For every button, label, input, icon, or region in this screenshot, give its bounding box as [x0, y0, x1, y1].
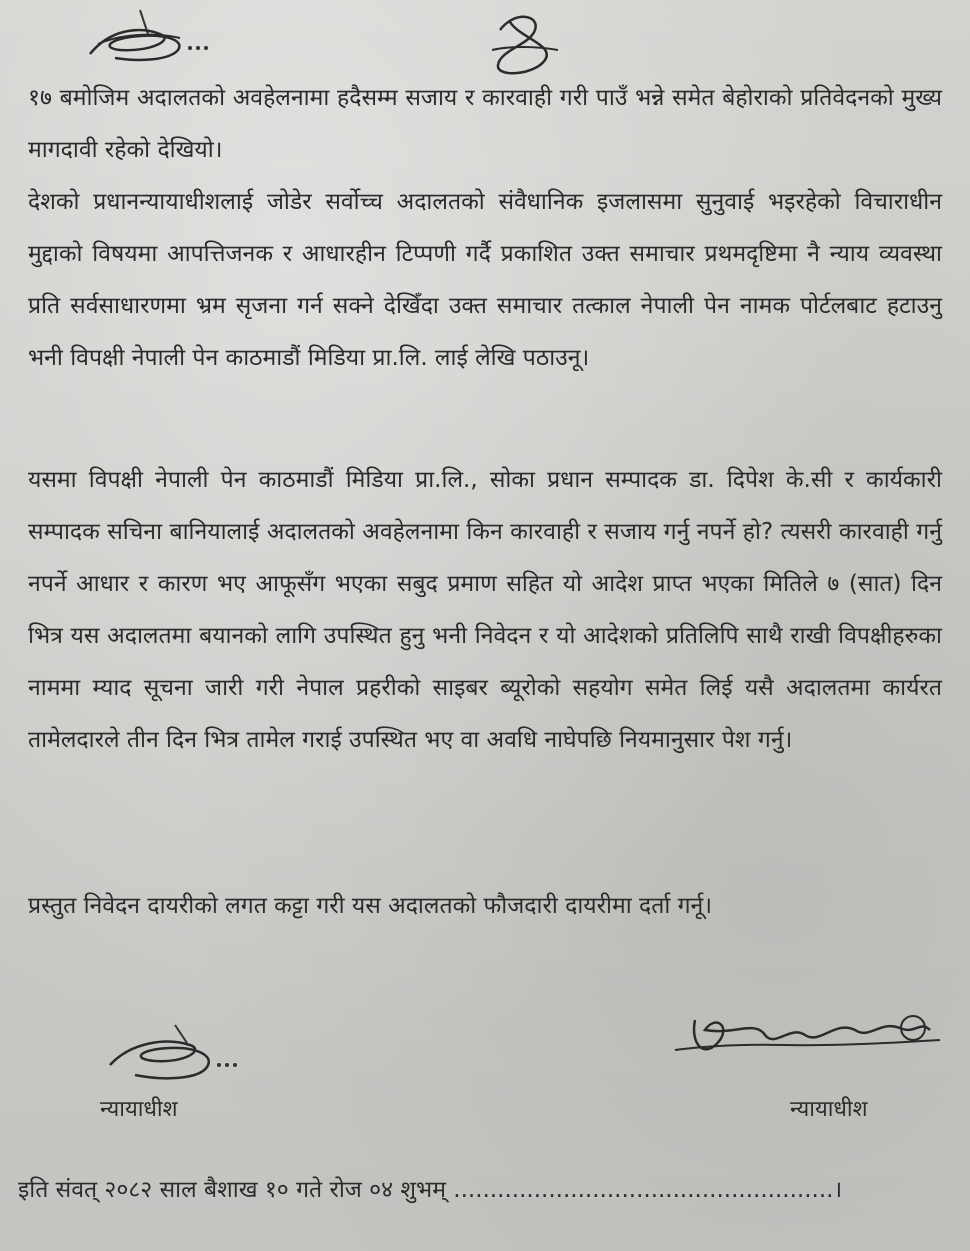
body-paragraph-1: १७ बमोजिम अदालतको अवहेलनामा हदैसम्म सजाय र कारवाही गरी पाउँ भन्ने समेत बेहोराको प्रतिवेदनको मुख्य मागदावी रहेको देखियो। [28, 85, 942, 163]
top-center-initials [480, 10, 570, 80]
left-judge-label: न्यायाधीश [100, 1097, 178, 1122]
body-paragraph-2: देशको प्रधानन्यायाधीशलाई जोडेर सर्वोच्च अदालतको संवैधानिक इजलासमा सुनुवाई भइरहेको विचाराधीन मुद्दाको विषयमा आपत्तिजनक र आधारहीन टिप्पणी गर्दै प्रकाशित उक्त समाचार प्रथमदृष्टिमा नै न्याय व्यवस्था प्रति सर्वसाधारणमा भ्रम सृजना गर्न सक्ने देखिँदा उक्त समाचार तत्काल नेपाली पेन नामक पोर्टलबाट हटाउनु भनी विपक्षी नेपाली पेन काठमाडौं मिडिया प्रा.लि. लाई लेखि पठाउनू। [28, 189, 942, 371]
date-line: इति संवत् २०८२ साल बैशाख १० गते रोज ०४ शुभम् ....................................................। [18, 1177, 843, 1203]
body-paragraph-4: प्रस्तुत निवेदन दायरीको लगत कट्टा गरी यस अदालतको फौजदारी दायरीमा दर्ता गर्नू। [28, 893, 713, 919]
top-left-signature [80, 4, 250, 74]
right-judge-signature [665, 1000, 945, 1080]
left-judge-signature [95, 1015, 275, 1095]
body-paragraph-3: यसमा विपक्षी नेपाली पेन काठमाडौं मिडिया प्रा.लि., सोका प्रधान सम्पादक डा. दिपेश के.सी र कार्यकारी सम्पादक सचिना बानियालाई अदालतको अवहेलनामा किन कारवाही र सजाय गर्नु नपर्ने हो? त्यसरी कारवाही गर्नु नपर्ने आधार र कारण भए आफूसँग भएका सबुद प्रमाण सहित यो आदेश प्राप्त भएका मितिले ७ (सात) दिन भित्र यस अदालतमा बयानको लागि उपस्थित हुनु भनी निवेदन र यो आदेशको प्रतिलिपि साथै राखी विपक्षीहरुका नाममा म्याद सूचना जारी गरी नेपाल प्रहरीको साइबर ब्यूरोको सहयोग समेत लिई यसै अदालतमा कार्यरत तामेलदारले तीन दिन भित्र तामेल गराई उपस्थित भए वा अवधि नाघेपछि नियमानुसार पेश गर्नु। [28, 467, 942, 753]
right-judge-label: न्यायाधीश [790, 1097, 868, 1122]
